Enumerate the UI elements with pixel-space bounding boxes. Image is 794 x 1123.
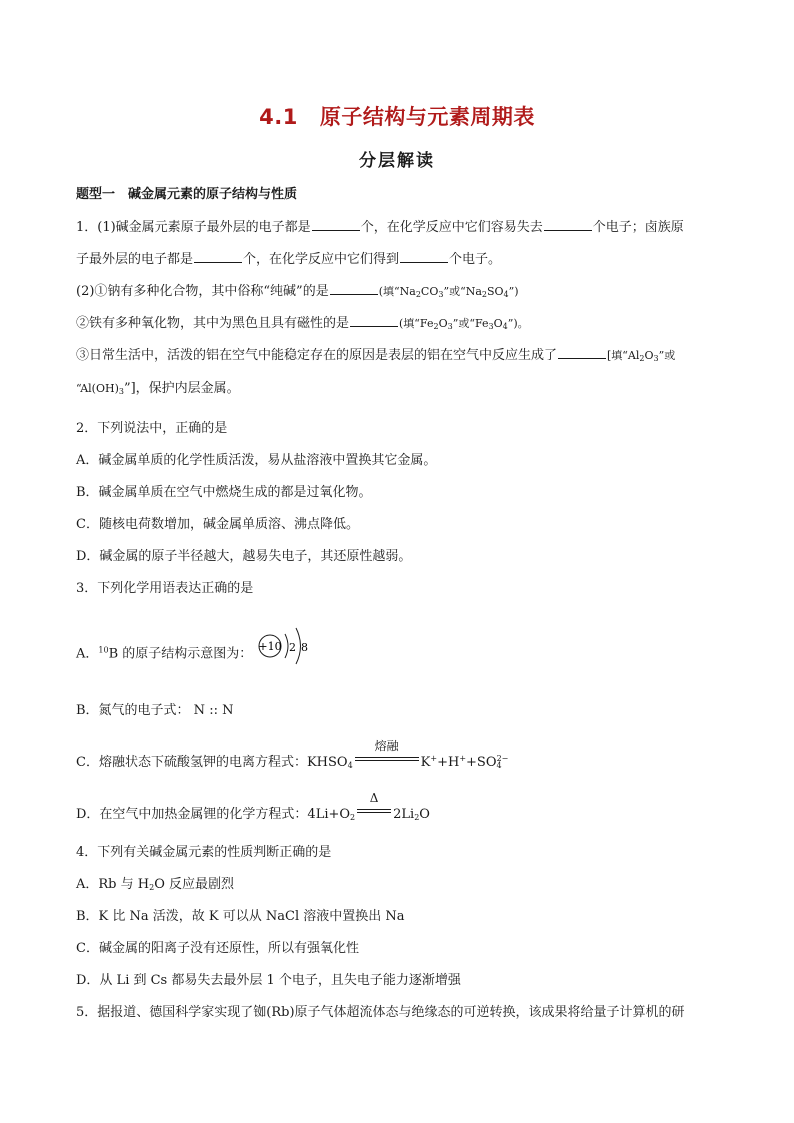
q4-option-b[interactable]: B．K 比 Na 活泼，故 K 可以从 NaCl 溶液中置换出 Na <box>76 909 405 924</box>
answer-blank[interactable] <box>544 218 592 231</box>
condition-label: 熔融 <box>374 739 399 753</box>
q1-text: ③日常生活中，活泼的铝在空气中能稳定存在的原因是表层的铝在空气中反应生成了 <box>76 348 558 363</box>
shell-2-count: 8 <box>301 641 309 654</box>
q1-line5 <box>76 346 675 365</box>
q1-text: 个电子；卤族原 <box>592 220 684 235</box>
q3-option-d[interactable]: D．在空气中加热金属锂的化学方程式：$4Li+O_2$ Δ $2Li_2O$ <box>76 791 430 822</box>
page-title <box>0 101 794 131</box>
q2-option-b[interactable]: B．碱金属单质在空气中燃烧生成的都是过氧化物。 <box>76 485 372 500</box>
q1-line6 <box>76 380 240 398</box>
q1-text: ”]，保护内层金属。 <box>123 381 240 396</box>
q1-line1 <box>76 218 684 237</box>
q4-option-c[interactable]: C．碱金属的阳离子没有还原性，所以有强氧化性 <box>76 941 359 956</box>
q2-option-a[interactable]: A．碱金属单质的化学性质活泼，易从盐溶液中置换其它金属。 <box>76 453 437 468</box>
title-text: 原子结构与元素周期表 <box>319 105 535 129</box>
mass-number: 10 <box>98 645 109 655</box>
answer-blank[interactable] <box>350 314 398 327</box>
option-label: A． <box>76 646 99 662</box>
option-text: B 的原子结构示意图为： <box>108 646 253 662</box>
q4-option-d[interactable]: D．从 Li 到 Cs 都易失去最外层 1 个电子，且失电子能力逐渐增强 <box>76 973 461 988</box>
q3-option-a[interactable] <box>76 638 316 670</box>
q2-stem: 2．下列说法中，正确的是 <box>76 421 228 436</box>
section-number: 4.1 <box>259 105 298 129</box>
q1-hint: (填“$Fe_2O_3$”或“$Fe_3O_4$”)。 <box>399 317 529 331</box>
equation-arrow <box>355 739 419 764</box>
q2-option-c[interactable]: C．随核电荷数增加，碱金属单质溶、沸点降低。 <box>76 517 359 532</box>
q1-text: 个，在化学反应中它们得到 <box>243 252 400 267</box>
subscript: 4 <box>347 761 353 770</box>
q1-text: 1．(1)碱金属元素原子最外层的电子都是 <box>76 220 311 235</box>
answer-blank[interactable] <box>558 346 606 359</box>
q2-option-d[interactable]: D．碱金属的原子半径越大，越易失电子，其还原性越弱。 <box>76 549 412 564</box>
q5-stem: 5．据报道、德国科学家实现了铷(Rb)原子气体超流体态与绝缘态的可逆转换，该成果将给量子计算机的研 <box>76 1005 685 1020</box>
atom-structure-diagram <box>256 622 316 670</box>
q1-hint: [填“$Al_2O_3$”或 <box>607 349 676 363</box>
section-heading: 题型一 碱金属元素的原子结构与性质 <box>76 187 298 202</box>
nucleus-label: +10 <box>258 640 283 653</box>
answer-blank[interactable] <box>330 282 378 295</box>
q3-option-b[interactable]: B．氮气的电子式： N :: N <box>76 703 234 718</box>
page-subtitle: 分层解读 <box>359 151 435 171</box>
option-text: 2Li <box>393 807 415 822</box>
shell-1-count: 2 <box>289 641 297 654</box>
q3-option-c[interactable]: C．熔融状态下硫酸氢钾的电离方程式：$KHSO_4$ 熔融 $K^++H^++SO_4^{2-}$ <box>76 739 509 770</box>
option-text: A．Rb 与 H <box>76 877 150 892</box>
q4-option-a[interactable] <box>76 876 234 894</box>
subscript: 2 <box>149 883 155 892</box>
answer-blank[interactable] <box>400 250 448 263</box>
q1-line4 <box>76 314 529 333</box>
q1-text: ②铁有多种氧化物，其中为黑色且具有磁性的是 <box>76 316 350 331</box>
q1-text: 个，在化学反应中它们容易失去 <box>360 220 543 235</box>
option-text: C．熔融状态下硫酸氢钾的电离方程式：KHSO <box>76 755 348 770</box>
condition-label: Δ <box>369 791 379 805</box>
q1-hint: (填“$Na_2CO_3$”或“$Na_2SO_4$”) <box>378 285 519 299</box>
q1-hint: “$Al(OH)_3$ <box>76 382 124 396</box>
q3-stem: 3．下列化学用语表达正确的是 <box>76 581 254 596</box>
q1-line3 <box>76 282 519 301</box>
answer-blank[interactable] <box>312 218 360 231</box>
option-text: O 反应最剧烈 <box>154 877 234 892</box>
answer-blank[interactable] <box>194 250 242 263</box>
q1-text: (2)①钠有多种化合物，其中俗称“纯碱”的是 <box>76 284 329 299</box>
q1-text: 个电子。 <box>449 252 502 267</box>
equation-arrow <box>357 791 391 816</box>
q1-line2 <box>76 250 501 269</box>
subscript: 2 <box>350 813 356 822</box>
option-text: K <box>420 755 431 770</box>
q1-text: 子最外层的电子都是 <box>76 252 194 267</box>
q4-stem: 4．下列有关碱金属元素的性质判断正确的是 <box>76 845 332 860</box>
option-text: D．在空气中加热金属锂的化学方程式：4Li+O <box>76 807 351 822</box>
